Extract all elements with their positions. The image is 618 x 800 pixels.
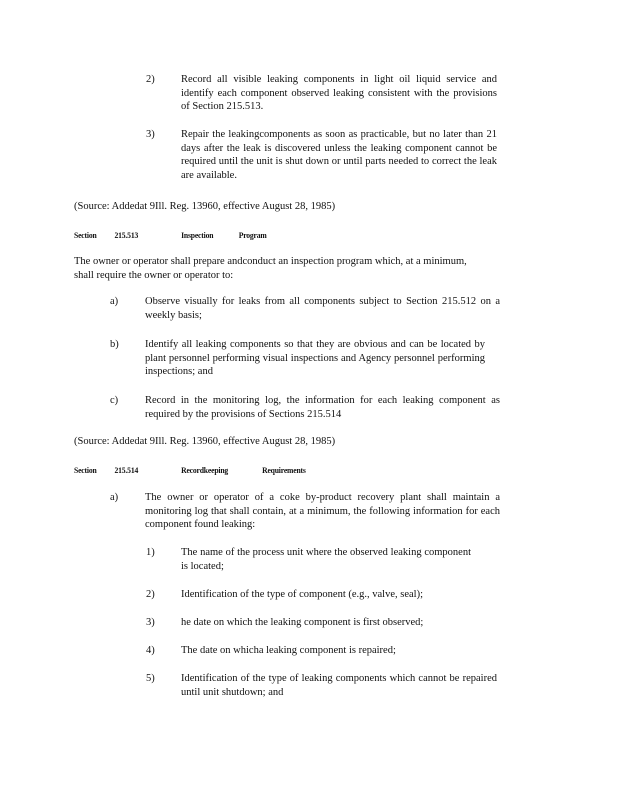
section-title: Requirements <box>262 465 306 475</box>
list-marker: 2) <box>146 74 155 85</box>
section-title: Inspection <box>181 230 214 240</box>
section-number: 215.513 <box>114 230 139 240</box>
list-marker: a) <box>110 296 119 307</box>
list-marker: c) <box>110 395 119 406</box>
list-marker: 2) <box>146 589 155 600</box>
list-marker: 4) <box>146 645 155 656</box>
list-marker: 3) <box>146 129 155 140</box>
section-heading-215-513 <box>74 229 452 243</box>
list-item-text: he date on which the leaking component is first observed; <box>181 617 424 628</box>
list-item-text: The name of the process unit where the observed leaking component is located; <box>181 547 471 572</box>
list-item-text: Repair the leakingcomponents as soon as practicable, but no later than 21 days after the leak is discovered unless the leaking component cannot be required until the unit is shut down or until parts needed to correct the leak are available. <box>181 129 497 181</box>
section-number: 215.514 <box>114 465 139 475</box>
section-title: Recordkeeping <box>181 465 229 475</box>
list-marker: b) <box>110 339 119 350</box>
list-item-text: The owner or operator of a coke by-product recovery plant shall maintain a monitoring log that shall contain, at a minimum, the following information for each component found leaking: <box>145 492 500 531</box>
list-marker: 1) <box>146 547 155 558</box>
section-title: Program <box>238 230 267 240</box>
list-item-text: Record all visible leaking components in light oil liquid service and identify each component observed leaking consistent with the provisions of Section 215.513. <box>181 74 497 113</box>
source-note: (Source: Addedat 9Ill. Reg. 13960, effective August 28, 1985) <box>74 436 336 447</box>
list-item-text: Record in the monitoring log, the information for each leaking component as required by the provisions of Sections 215.514 <box>145 395 500 420</box>
paragraph: The owner or operator shall prepare andconduct an inspection program which, at a minimum, shall require the owner or operator to: <box>74 256 467 281</box>
list-item-text: Observe visually for leaks from all components subject to Section 215.512 on a weekly basis; <box>145 296 500 321</box>
section-label: Section <box>74 465 97 475</box>
list-marker: 3) <box>146 617 155 628</box>
list-item-text: Identify all leaking components so that they are obvious and can be located by plant personnel performing visual inspections and Agency personnel performing inspections; and <box>145 339 485 378</box>
list-marker: 5) <box>146 673 155 684</box>
list-item-text: Identification of the type of component (e.g., valve, seal); <box>181 589 423 600</box>
list-item-text: The date on whicha leaking component is repaired; <box>181 645 396 656</box>
section-heading-215-514 <box>74 464 452 478</box>
list-marker: a) <box>110 492 119 503</box>
list-item-text: Identification of the type of leaking components which cannot be repaired until unit shutdown; and <box>181 673 497 698</box>
source-note: (Source: Addedat 9Ill. Reg. 13960, effective August 28, 1985) <box>74 201 336 212</box>
section-label: Section <box>74 230 97 240</box>
